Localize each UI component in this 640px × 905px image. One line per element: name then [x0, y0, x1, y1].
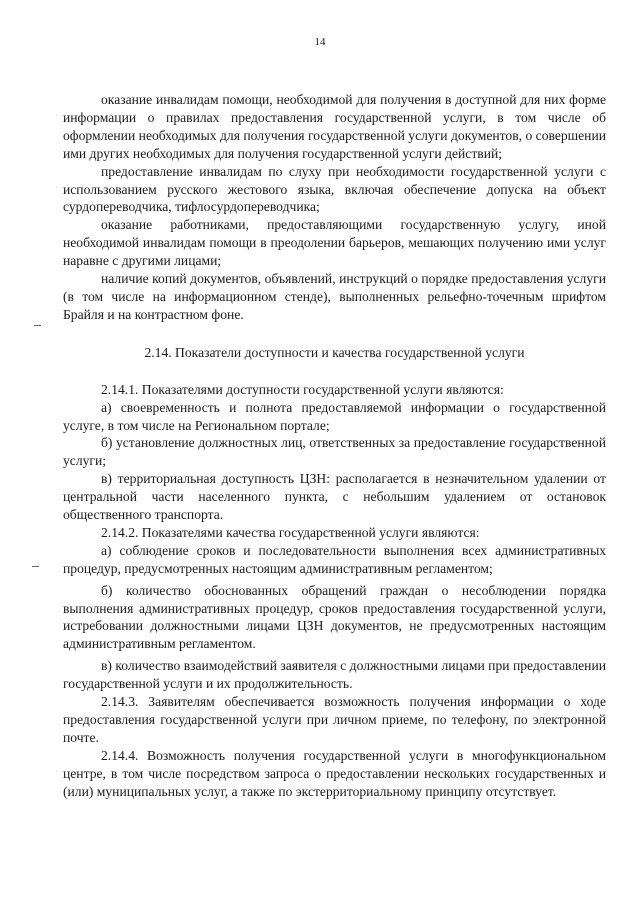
list-item: оказание работниками, предоставляющими государственную услугу, иной необходимой инвалидам помощи в преодолении барьеров, мешающих получению ими услуг наравне с другими лицами; — [63, 217, 606, 269]
section-title: 2.14. Показатели доступности и качества государственной услуги — [144, 344, 525, 360]
paragraph: 2.14.1. Показателями доступности государственной услуги являются: — [101, 381, 504, 397]
paragraph: б) установление должностных лиц, ответственных за предоставление государственной услуги; — [63, 435, 606, 469]
list-item: оказание инвалидам помощи, необходимой для получения в доступной для них форме информации о правилах предоставления государственной услуги, в том числе об оформлении необходимых для получения государственной услуги документов, о совершении ими других необходимых для получения государственной услуги действий; — [63, 92, 606, 161]
paragraph: а) соблюдение сроков и последовательности выполнения всех административных процедур, предусмотренных настоящим административным регламентом; — [63, 542, 606, 576]
paragraph: а) своевременность и полнота предоставляемой информации о государственной услуге, в том числе на Региональном портале; — [63, 399, 606, 433]
margin-mark — [34, 325, 41, 326]
list-item: предоставление инвалидам по слуху при необходимости государственной услуги с использованием русского жестового языка, включая обеспечение допуска на объект сурдопереводчика, тифлосурдопереводчика; — [63, 163, 606, 215]
paragraph: 2.14.3. Заявителям обеспечивается возможность получения информации о ходе предоставления государственной услуги при личном приеме, по телефону, по электронной почте. — [63, 694, 606, 745]
document-body — [63, 91, 606, 801]
paragraph: 2.14.4. Возможность получения государственной услуги в многофункциональном центре, в том числе посредством запроса о предоставлении нескольких государственных и (или) муниципальных услуг, а также по экстерриториальному принципу отсутствует. — [63, 747, 606, 799]
paragraph: в) территориальная доступность ЦЗН: располагается в незначительном удалении от центральной части населенного пункта, с небольшим удалением от остановок общественного транспорта. — [63, 471, 606, 523]
paragraph: в) количество взаимодействий заявителя с должностными лицами при предоставлении государственной услуги и их продолжительность. — [63, 658, 606, 692]
paragraph: 2.14.2. Показателями качества государственной услуги являются: — [101, 524, 480, 540]
paragraph: б) количество обоснованных обращений граждан о несоблюдении порядка выполнения административных процедур, сроков предоставления государственной услуги, истребовании должностными лицами ЦЗН документов, не предусмотренных настоящим административным регламентом. — [63, 582, 606, 652]
page-number: 14 — [314, 36, 326, 48]
list-item: наличие копий документов, объявлений, инструкций о порядке предоставления услуги (в том числе на информационном стенде), выполненных рельефно-точечным шрифтом Брайля и на контрастном фоне. — [63, 271, 606, 322]
margin-mark — [32, 566, 39, 567]
